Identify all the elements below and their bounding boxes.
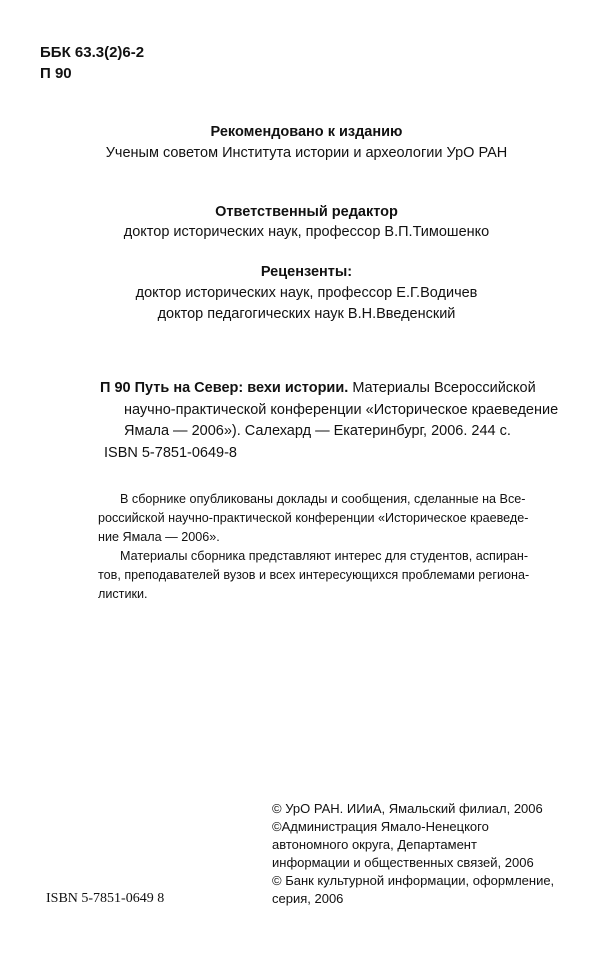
biblio-title: Путь на Север: вехи истории.: [134, 380, 349, 396]
recommendation-body: Ученым советом Института истории и археологии УрО РАН: [105, 145, 508, 161]
bbk-code: ББК 63.3(2)6-2: [40, 44, 145, 61]
copyright-line: информации и общественных связей, 2006: [272, 855, 534, 870]
annotation-line: Материалы сборника представляют интерес для студентов, аспиран-: [120, 549, 529, 563]
annotation-line: В сборнике опубликованы доклады и сообщения, сделанные на Все-: [120, 492, 526, 506]
annotation-line: российской научно-практической конференции «Историческое краеведе-: [98, 511, 529, 525]
reviewers-heading: Рецензенты:: [260, 264, 353, 280]
copyright-line: ©Администрация Ямало-Ненецкого: [272, 819, 489, 834]
biblio-text: Материалы Всероссийской: [352, 380, 536, 396]
annotation: [98, 490, 576, 604]
biblio-first-line: [100, 378, 558, 400]
annotation-line: листики.: [98, 587, 148, 601]
author-mark: П 90: [40, 65, 72, 82]
biblio-isbn: ISBN 5-7851-0649-8: [104, 444, 237, 461]
copyright-line: серия, 2006: [272, 891, 344, 906]
bibliographic-record: [100, 378, 558, 464]
annotation-line: тов, преподавателей вузов и всех интересующихся проблемами регионa-: [98, 568, 530, 582]
biblio-text: Ямала — 2006»). Салехард — Екатеринбург, 2006. 244 с.: [124, 423, 511, 439]
classification-block: [40, 42, 144, 84]
copyright-line: © Банк культурной информации, оформление,: [272, 873, 555, 888]
recommendation-heading: Рекомендовано к изданию: [210, 124, 403, 140]
biblio-mark: П 90: [100, 380, 131, 396]
annotation-line: ние Ямала — 2006».: [98, 530, 220, 544]
isbn-bottom: ISBN 5-7851-0649 8: [46, 891, 165, 906]
copyright-block: [272, 800, 554, 908]
biblio-text: научно-практической конференции «Историческое краеведение: [124, 401, 559, 418]
editor-name: доктор исторических наук, профессор В.П.Тимошенко: [123, 224, 490, 240]
reviewer-item: доктор исторических наук, профессор Е.Г.Водичев: [135, 285, 478, 301]
copyright-line: © УрО РАН. ИИиА, Ямальский филиал, 2006: [272, 801, 543, 816]
reviewer-item: доктор педагогических наук В.Н.Введенский: [157, 306, 456, 322]
editor-heading: Ответственный редактор: [215, 204, 398, 220]
copyright-line: автономного округа, Департамент: [272, 837, 477, 852]
